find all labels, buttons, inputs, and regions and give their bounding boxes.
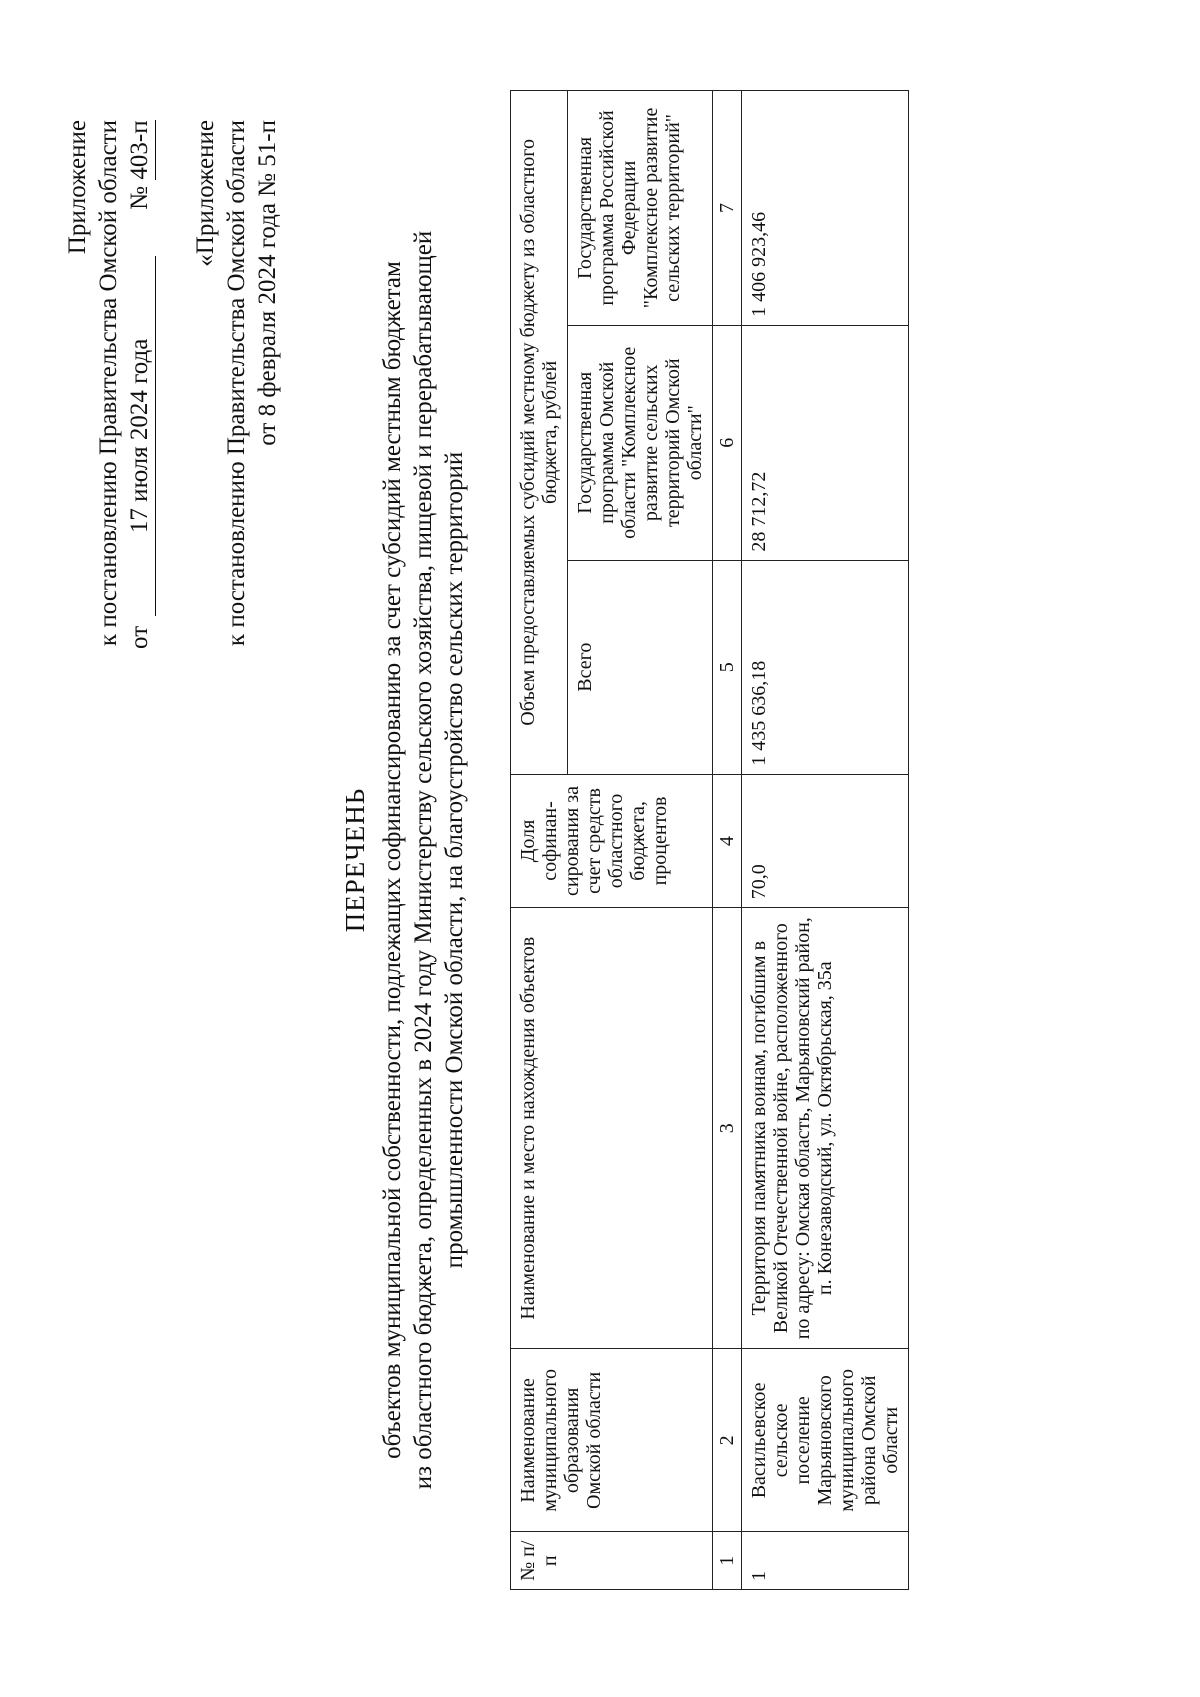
document-title: ПЕРЕЧЕНЬ	[340, 787, 370, 933]
decree-number: 403-п	[124, 120, 156, 180]
row-total: 1 435 636,18	[742, 560, 909, 774]
date-prefix: от	[126, 625, 153, 649]
column-number: 3	[713, 908, 742, 1349]
column-number: 2	[713, 1349, 742, 1532]
appendix-current	[62, 120, 156, 649]
column-number: 6	[713, 325, 742, 560]
header-num: № п/п	[511, 1532, 713, 1590]
heading-line-1: объектов муниципальной собственности, подлежащих софинансированию за счет субсидий местным бюджетам	[379, 261, 406, 1459]
objects-table	[510, 90, 909, 1590]
column-number: 1	[713, 1532, 742, 1590]
appendix-date-line	[124, 120, 156, 649]
appendix-prev-date: от 8 февраля 2024 года № 51-п	[254, 120, 281, 446]
appendix-decree-ref: к постановлению Правительства Омской области	[95, 120, 122, 647]
appendix-previous	[190, 120, 283, 646]
header-municipality: Наименование муниципального образования Омской области	[511, 1349, 713, 1532]
document-page	[40, 80, 1150, 1640]
number-prefix: №	[126, 186, 153, 210]
header-total: Всего	[568, 560, 713, 774]
column-numbers-row	[713, 91, 742, 1590]
heading-line-2: из областного бюджета, определенных в 2024 году Министерству сельского хозяйства, пищевой и перерабатывающей	[410, 230, 437, 1490]
column-number: 7	[713, 91, 742, 326]
header-federal-program: Государственная программа Российской Федерации "Комплексное развитие сельских территорий"	[568, 91, 713, 326]
appendix-prev-title: «Приложение	[192, 120, 219, 267]
header-share: Доля софинан-сирования за счет средств областного бюджета, процентов	[511, 774, 713, 907]
column-number: 5	[713, 560, 742, 774]
document-heading	[340, 120, 470, 1600]
appendix-prev-decree-ref: к постановлению Правительства Омской области	[223, 120, 250, 647]
header-object: Наименование и место нахождения объектов	[511, 908, 713, 1349]
row-municipality: Васильевское сельское поселение Марьяновского муниципального района Омской области	[742, 1349, 909, 1532]
appendix-title: Приложение	[64, 120, 91, 255]
row-regional: 28 712,72	[742, 325, 909, 560]
row-num: 1	[742, 1532, 909, 1590]
row-federal: 1 406 923,46	[742, 91, 909, 326]
heading-line-3: промышленности Омской области, на благоустройство сельских территорий	[441, 451, 468, 1269]
column-number: 4	[713, 774, 742, 907]
header-volume: Объем предоставляемых субсидий местному бюджету из областного бюджета, рублей	[511, 91, 568, 775]
row-object: Территория памятника воинам, погибшим в Великой Отечественной войне, расположенного по адресу: Омская область, Марьяновский район, п. Конезаводский, ул. Октябрьская, 35а	[742, 908, 909, 1349]
table-row	[742, 91, 909, 1590]
row-share: 70,0	[742, 774, 909, 907]
table-header-row	[511, 91, 568, 1590]
decree-date: 17 июля 2024 года	[124, 256, 156, 616]
header-regional-program: Государственная программа Омской области "Комплексное развитие сельских территорий Омской области"	[568, 325, 713, 560]
